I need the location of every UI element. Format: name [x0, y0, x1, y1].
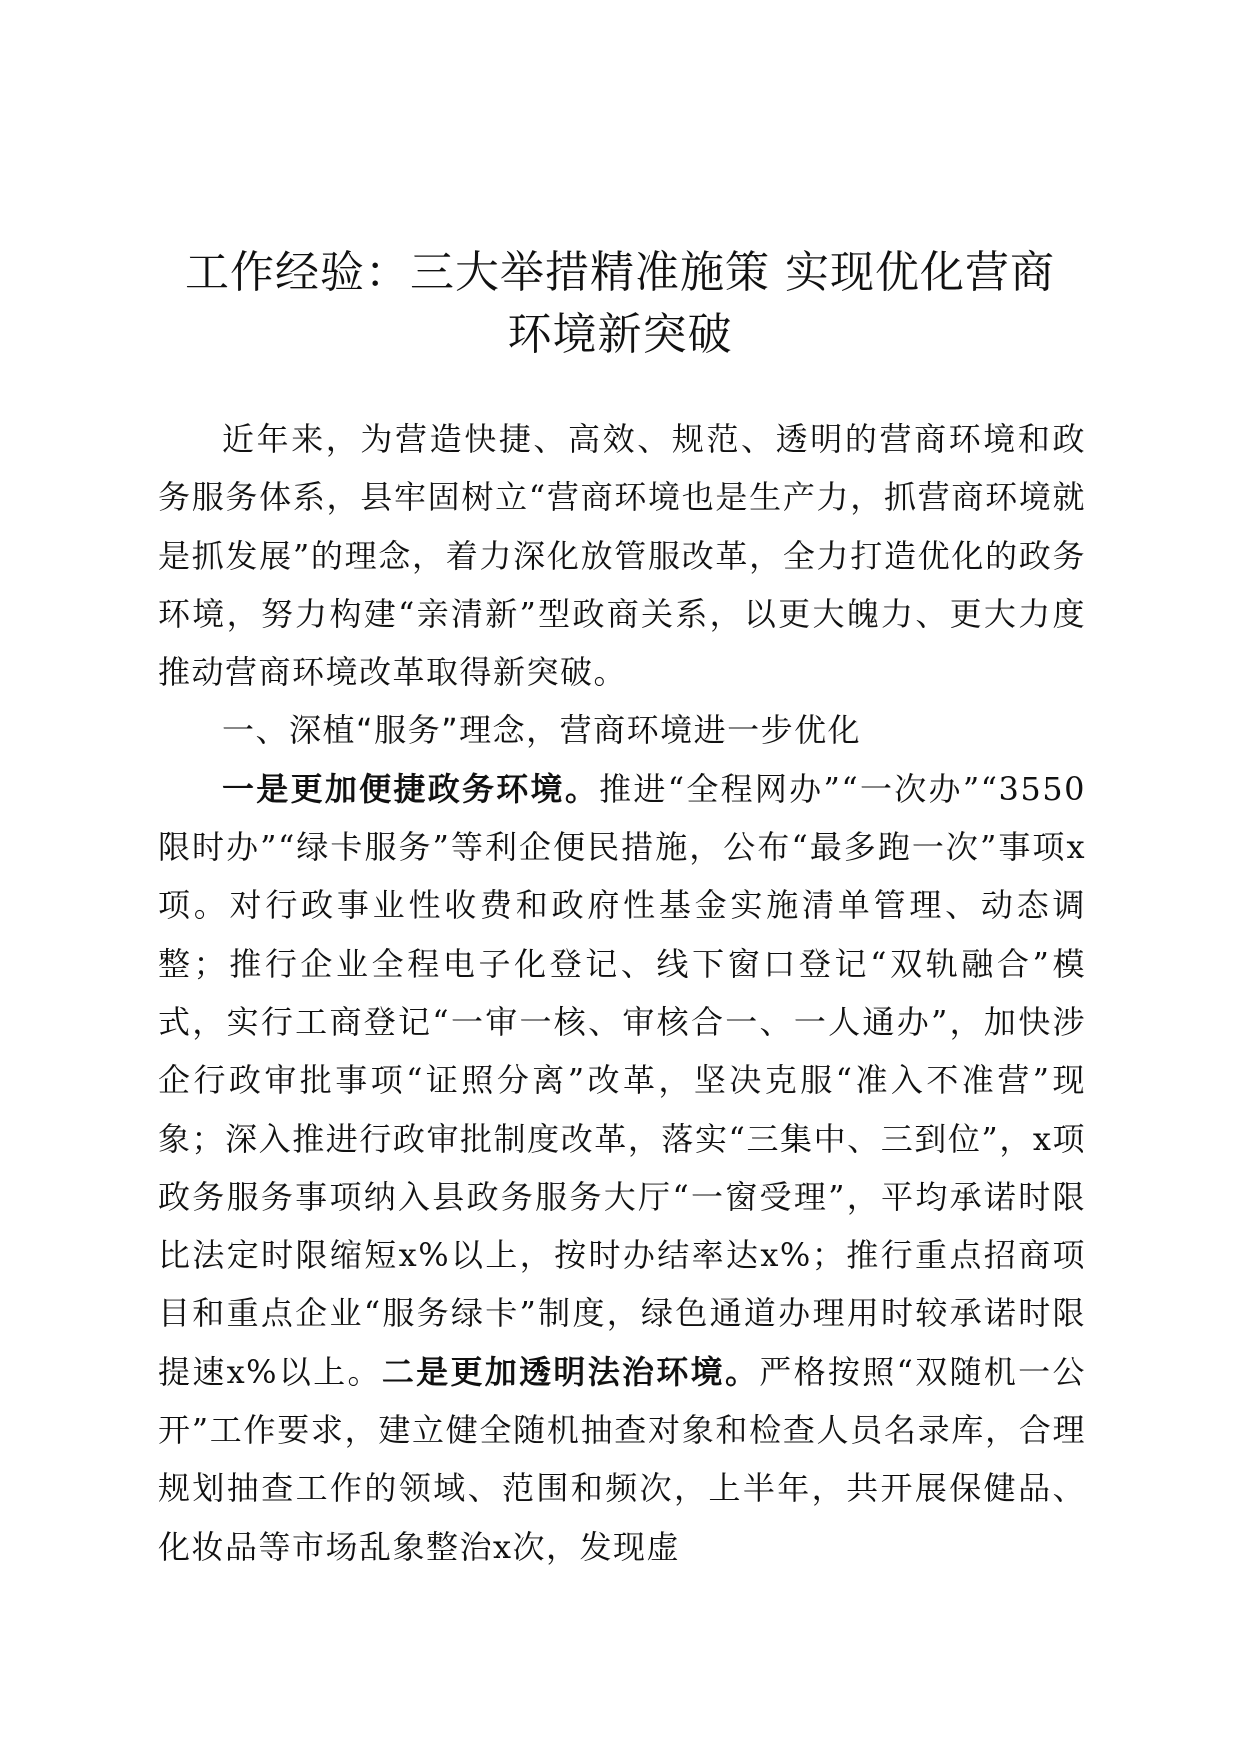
intro-paragraph: 近年来，为营造快捷、高效、规范、透明的营商环境和政务服务体系，县牢固树立“营商环境也是生产力，抓营商环境就是抓发展”的理念，着力深化放管服改革，全力打造优化的政务环境，努力构建“亲清新”型政商关系，以更大魄力、更大力度推动营商环境改革取得新突破。: [158, 420, 1086, 692]
section-heading-1: 一、深植“服务”理念，营商环境进一步优化: [222, 711, 862, 750]
point-1-lead: 一是更加便捷政务环境。: [222, 769, 600, 808]
point-1-text: 推进“全程网办”“一次办”“3550限时办”“绿卡服务”等利企便民措施，公布“最多跑一次”事项x项。对行政事业性收费和政府性基金实施清单管理、动态调整；推行企业全程电子化登记、线下窗口登记“双轨融合”模式，实行工商登记“一审一核、审核合一、一人通办”，加快涉企行政审批事项“证照分离”改革，坚决克服“准入不准营”现象；深入推进行政审批制度改革，落实“三集中、三到位”，x项政务服务事项纳入县政务服务大厅“一窗受理”，平均承诺时限比法定时限缩短x%以上，按时办结率达x%；推行重点招商项目和重点企业“服务绿卡”制度，绿色通道办理用时较承诺时限提速x%以上。: [158, 769, 1086, 1391]
document-body: [158, 410, 1086, 1576]
section-1-paragraph: [158, 760, 1086, 1576]
title-line-2: 环境新突破: [507, 309, 733, 360]
point-2-lead: 二是更加透明法治环境。: [381, 1352, 760, 1391]
document-title: [130, 242, 1110, 366]
title-line-1: 工作经验：三大举措精准施策 实现优化营商: [185, 247, 1055, 298]
point-2-text: 严格按照“双随机一公开”工作要求，建立健全随机抽查对象和检查人员名录库，合理规划抽查工作的领域、范围和频次，上半年，共开展保健品、化妆品等市场乱象整治x次，发现虚: [158, 1352, 1086, 1566]
